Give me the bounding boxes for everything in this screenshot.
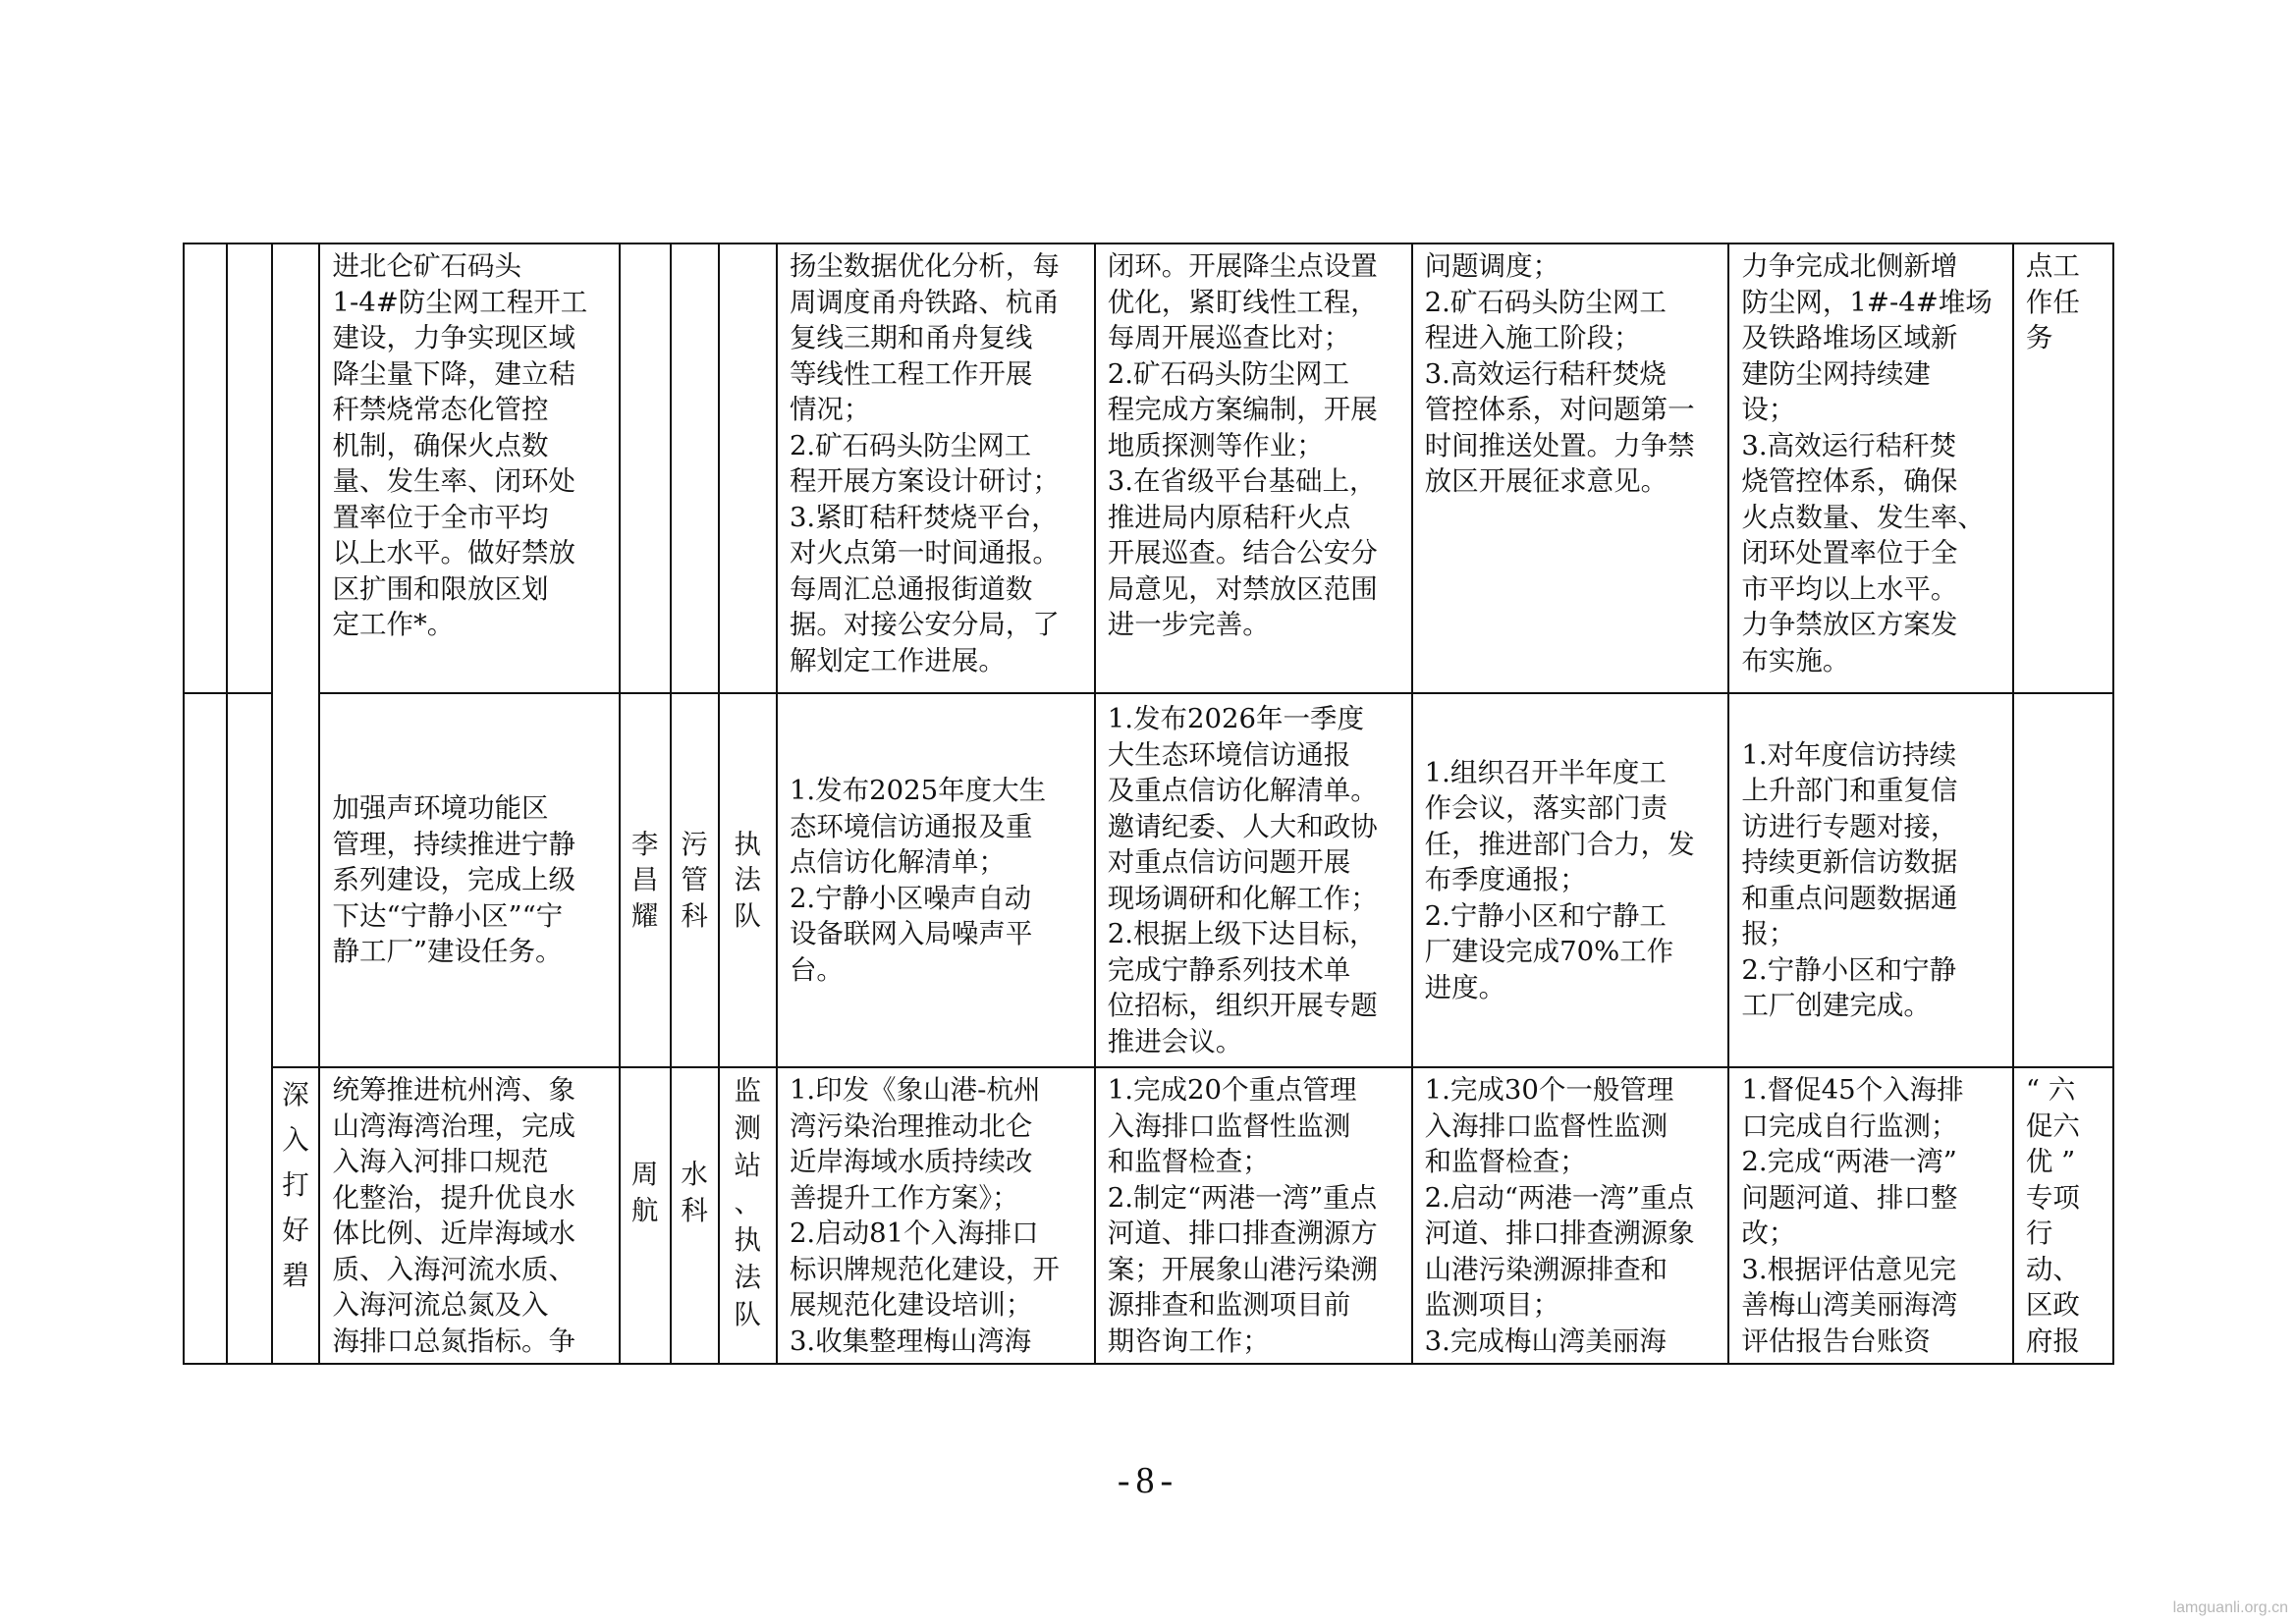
- cell-dept: [671, 243, 719, 693]
- cell-q3: [1412, 243, 1729, 693]
- cell-type: [227, 243, 272, 693]
- task-text: 统筹推进杭州湾、象 山湾海湾治理，完成 入海入河排口规范 化整治，提升优良水 体比例、近岸海域水 质、入海河流水质、 入海河流总氮及入 海排口总氮指标。争: [332, 1074, 575, 1357]
- q1-text: 1.发布2025年度大生 态环境信访通报及重 点信访化解清单； 2.宁静小区噪声自动 设备联网入局噪声平 台。: [789, 775, 1047, 986]
- cell-index: [184, 693, 227, 1364]
- q2-text: 闭环。开展降尘点设置 优化，紧盯线性工程， 每周开展巡查比对； 2.矿石码头防尘网工 程完成方案编制，开展 地质探测等作业； 3.在省级平台基础上， 推进局内原秸秆火点 开展巡查。结合公安分 局意见，对禁放区范围 进一步完善。: [1107, 250, 1378, 640]
- unit-name: 执 法 队: [734, 828, 762, 932]
- cell-q1: [777, 243, 1095, 693]
- dept-name: 污 管 科: [681, 828, 708, 932]
- q1-text: 1.印发《象山港-杭州 湾污染治理推动北仑 近岸海域水质持续改 善提升工作方案》； 2.启动81个入海排口 标识牌规范化建设，开 展规范化建设培训； 3.收集整理梅山湾海: [789, 1074, 1060, 1357]
- q2-text: 1.完成20个重点管理 入海排口监督性监测 和监督检查； 2.制定“两港一湾”重点 河道、排口排查溯源方 案；开展象山港污染溯 源排查和监测项目前 期咨询工作；: [1107, 1074, 1378, 1357]
- cell-dept: [671, 693, 719, 1067]
- cell-task: [319, 243, 619, 693]
- cell-unit: [719, 1067, 777, 1364]
- cell-note: [2013, 693, 2113, 1067]
- q4-text: 1.对年度信访持续 上升部门和重复信 访进行专题对接， 持续更新信访数据 和重点问题数据通 报； 2.宁静小区和宁静 工厂创建完成。: [1741, 738, 1958, 1021]
- cell-task: [319, 1067, 619, 1364]
- cell-note: [2013, 1067, 2113, 1364]
- leader-name: 李 昌 耀: [630, 828, 659, 932]
- table-row: [184, 243, 2113, 693]
- page-number: -8-: [1117, 1460, 1179, 1501]
- task-text: 进北仑矿石码头 1-4#防尘网工程开工 建设，力争实现区域 降尘量下降，建立秸 秆禁烧常态化管控 机制，确保火点数 量、发生率、闭环处 置率位于全市平均 以上水平。做好禁放 区扩围和限放区划 定工作*。: [332, 250, 588, 640]
- cell-unit: [719, 243, 777, 693]
- leader-name: 周 航: [630, 1159, 659, 1226]
- cell-type: [227, 693, 272, 1364]
- cell-q2: [1095, 693, 1412, 1067]
- cell-note: [2013, 243, 2113, 693]
- dept-name: 水 科: [681, 1159, 708, 1226]
- cell-leader: [620, 243, 671, 693]
- cell-q1: [777, 693, 1095, 1067]
- cell-category: [272, 1067, 320, 1364]
- q3-text: 1.完成30个一般管理 入海排口监督性监测 和监督检查； 2.启动“两港一湾”重点 河道、排口排查溯源象 山港污染溯源排查和 监测项目； 3.完成梅山湾美丽海: [1424, 1074, 1695, 1357]
- cell-q4: [1728, 693, 2012, 1067]
- note-text: 点工 作任 务: [2025, 250, 2080, 353]
- cell-category: [272, 243, 320, 1067]
- cell-index: [184, 243, 227, 693]
- work-task-table: [183, 243, 2114, 1365]
- q4-text: 力争完成北侧新增 防尘网，1#-4#堆场 及铁路堆场区域新 建防尘网持续建 设； 3.高效运行秸秆焚 烧管控体系，确保 火点数量、发生率、 闭环处置率位于全 市平均以上水平。 力争禁放区方案发 布实施。: [1741, 250, 1993, 676]
- table-row: [184, 1067, 2113, 1364]
- table-row: [184, 693, 2113, 1067]
- q4-text: 1.督促45个入海排 口完成自行监测； 2.完成“两港一湾” 问题河道、排口整 改； 3.根据评估意见完 善梅山湾美丽海湾 评估报告台账资: [1741, 1074, 1964, 1357]
- cell-q3: [1412, 693, 1729, 1067]
- cell-q4: [1728, 243, 2012, 693]
- task-text: 加强声环境功能区 管理，持续推进宁静 系列建设，完成上级 下达“宁静小区”“宁 静工厂”建设任务。: [332, 792, 575, 968]
- q1-text: 扬尘数据优化分析，每 周调度甬舟铁路、杭甬 复线三期和甬舟复线 等线性工程工作开展 情况； 2.矿石码头防尘网工 程开展方案设计研讨； 3.紧盯秸秆焚烧平台， 对火点第一时间通报。 每周汇总通报街道数 据。对接公安分局，了 解划定工作进展。: [789, 250, 1060, 676]
- cell-leader: [620, 1067, 671, 1364]
- category-text: 深 入 打 好 碧: [282, 1079, 309, 1291]
- cell-unit: [719, 693, 777, 1067]
- cell-q1: [777, 1067, 1095, 1364]
- cell-q4: [1728, 1067, 2012, 1364]
- cell-task: [319, 693, 619, 1067]
- cell-q3: [1412, 1067, 1729, 1364]
- q3-text: 1.组织召开半年度工 作会议，落实部门责 任，推进部门合力，发 布季度通报； 2.宁静小区和宁静工 厂建设完成70%工作 进度。: [1424, 756, 1695, 1003]
- unit-name: 监 测 站 、 执 法 队: [734, 1075, 762, 1330]
- cell-q2: [1095, 1067, 1412, 1364]
- q2-text: 1.发布2026年一季度 大生态环境信访通报 及重点信访化解清单。 邀请纪委、人大和政协 对重点信访问题开展 现场调研和化解工作； 2.根据上级下达目标， 完成宁静系列技术单 位招标，组织开展专题 推进会议。: [1107, 703, 1378, 1057]
- watermark: lamguanli.org.cn: [2172, 1599, 2288, 1616]
- cell-dept: [671, 1067, 719, 1364]
- note-text: “ 六 促六 优 ” 专项 行 动、 区政 府报: [2025, 1074, 2080, 1357]
- q3-text: 问题调度； 2.矿石码头防尘网工 程进入施工阶段； 3.高效运行秸秆焚烧 管控体系，对问题第一 时间推送处置。力争禁 放区开展征求意见。: [1424, 250, 1695, 497]
- cell-q2: [1095, 243, 1412, 693]
- cell-leader: [620, 693, 671, 1067]
